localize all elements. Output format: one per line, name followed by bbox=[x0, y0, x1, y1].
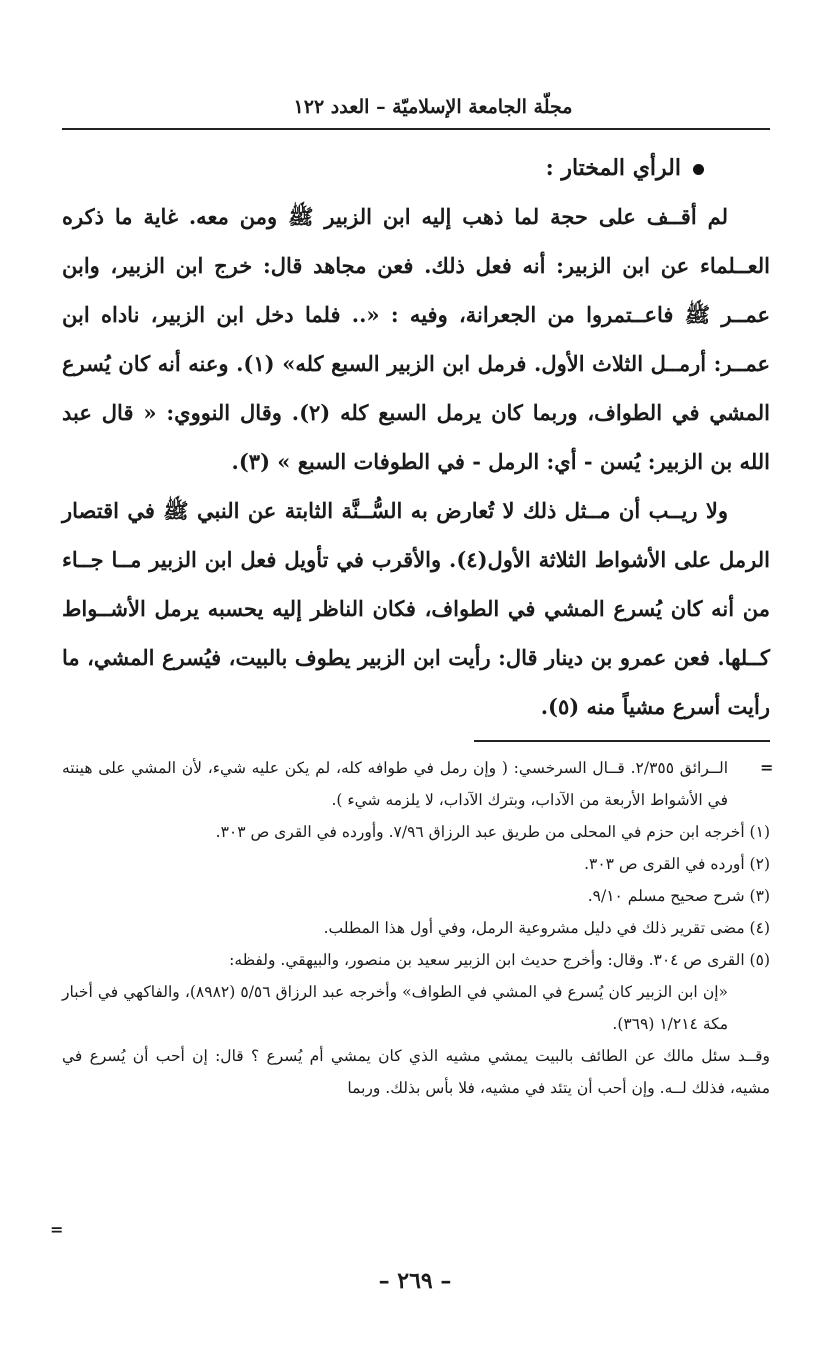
footnote-2: (٢) أورده في القرى ص ٣٠٣. bbox=[584, 855, 770, 873]
paragraph-1: لم أقــف على حجة لما ذهب إليه ابن الزبير ﷺ ومن معه. غاية ما ذكره العــلماء عن ابن الزبير: أنه فعل ذلك. فعن مجاهد قال: خرج ابن الزبير، وابن عمــر ﷺ فاعــتمروا من الجعرانة، وفيه : «.. فلما دخل ابن الزبير، ناداه ابن عمــر: أرمــل الثلاث الأول. فرمل ابن الزبير السبع كله» (١). وعنه أنه كان يُسرع المشي في الطواف، وربما كان يرمل السبع كله (٢). وقال النووي: « قال عبد الله بن الزبير: يُسن - أي: الرمل - في الطوفات السبع » (٣). bbox=[62, 204, 770, 474]
footnote-rule bbox=[474, 740, 770, 742]
footnotes bbox=[62, 752, 770, 1104]
header-rule bbox=[62, 128, 770, 130]
footnote-continued: الــرائق ٢/٣٥٥. قــال السرخسي: ( وإن رمل في طوافه كله، لم يكن عليه شيء، لأن المشي على هينته في الأشواط الأربعة من الآداب، وبترك الآداب، لا يلزمه شيء ). bbox=[62, 759, 728, 809]
footnote-3: (٣) شرح صحيح مسلم ٩/١٠. bbox=[587, 887, 770, 905]
footnote-continues-mark: = bbox=[50, 1220, 64, 1239]
footnote-4: (٤) مضى تقرير ذلك في دليل مشروعية الرمل، وفي أول هذا المطلب. bbox=[323, 919, 770, 937]
body-paragraphs bbox=[62, 192, 770, 731]
footnote-continuation-mark: = bbox=[760, 758, 774, 777]
paragraph-2: ولا ريــب أن مــثل ذلك لا تُعارض به السُّــنَّة الثابتة عن النبي ﷺ في اقتصار الرمل على الأشواط الثلاثة الأول(٤). والأقرب في تأويل فعل ابن الزبير مــا جــاء من أنه كان يُسرع المشي في الطواف، فكان الناظر إليه يحسبه يرمل الأشــواط كــلها. فعن عمرو بن دينار قال: رأيت ابن الزبير يطوف بالبيت، فيُسرع المشي، ما رأيت أسرع مشياً منه (٥). bbox=[62, 498, 770, 719]
footnote-5-malik: وقــد سئل مالك عن الطائف بالبيت يمشي مشيه الذي كان يمشي أم يُسرع ؟ قال: إن أحب أن يُسرع في مشيه، فذلك لــه. وإن أحب أن يتئد في مشيه، فلا بأس بذلك. وربما bbox=[62, 1047, 770, 1097]
bullet-icon bbox=[693, 164, 704, 175]
footnote-5: (٥) القرى ص ٣٠٤. وقال: وأخرج حديث ابن الزبير سعيد بن منصور، والبيهقي. ولفظه: bbox=[229, 951, 770, 969]
section-heading-text: الرأي المختار : bbox=[545, 155, 681, 181]
footnote-1: (١) أخرجه ابن حزم في المحلى من طريق عبد الرزاق ٧/٩٦. وأورده في القرى ص ٣٠٣. bbox=[215, 823, 770, 841]
page-number: – ٢٦٩ – bbox=[378, 1268, 452, 1294]
main-text bbox=[62, 144, 770, 731]
running-header: مجلّة الجامعة الإسلاميّة – العدد ١٢٢ bbox=[293, 96, 573, 118]
footnote-5-quote: «إن ابن الزبير كان يُسرع في المشي في الطواف» وأخرجه عبد الرزاق ٥/٥٦ (٨٩٨٢)، والفاكهي في أخبار مكة ١/٢١٤ (٣٦٩). bbox=[62, 983, 728, 1033]
section-heading bbox=[62, 144, 770, 192]
